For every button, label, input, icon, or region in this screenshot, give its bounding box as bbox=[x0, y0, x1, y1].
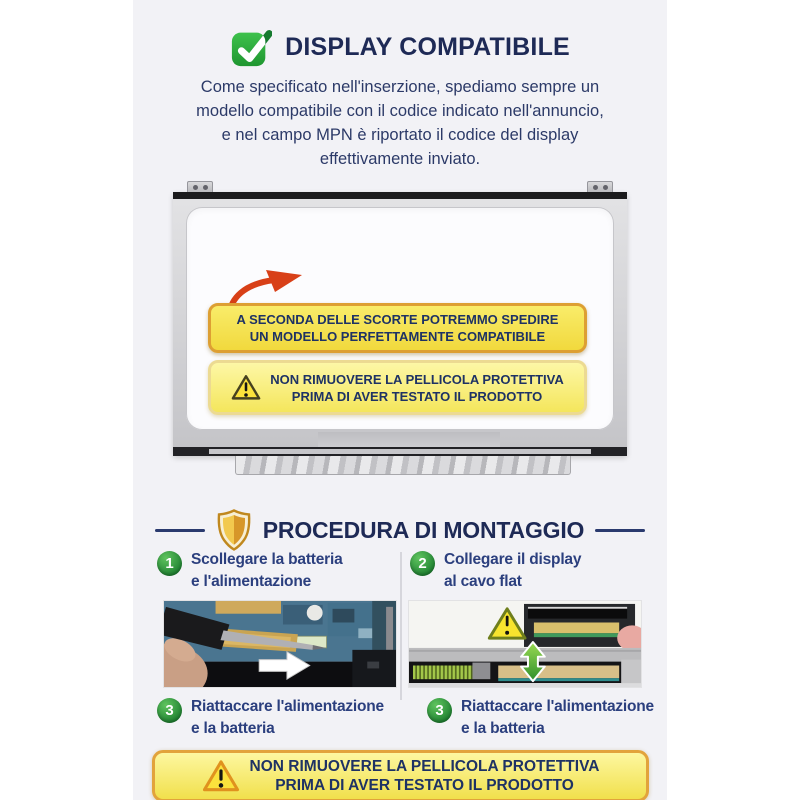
stock-notice-label bbox=[208, 303, 587, 353]
stock-notice-line1: A SECONDA DELLE SCORTE POTREMMO SPEDIRE bbox=[236, 312, 559, 327]
footer-warning-line1: NON RIMUOVERE LA PELLICOLA PROTETTIVA bbox=[249, 758, 600, 775]
panel-foil-strip bbox=[235, 456, 571, 475]
shield-icon bbox=[216, 509, 252, 551]
step-3-right-line1: Riattaccare l'alimentazione bbox=[461, 698, 654, 715]
step-1-line2: e l'alimentazione bbox=[191, 573, 312, 590]
divider-line-right bbox=[595, 529, 645, 532]
panel-bottom-edge bbox=[173, 447, 627, 456]
page-title: DISPLAY COMPATIBILE bbox=[285, 32, 570, 61]
step-3-left-line1: Riattaccare l'alimentazione bbox=[191, 698, 384, 715]
step-3-right-badge: 3 bbox=[427, 698, 452, 723]
paragraph-line: e nel campo MPN è riportato il codice del display bbox=[221, 126, 579, 144]
step-1-line1: Scollegare la batteria bbox=[191, 551, 343, 568]
step-1 bbox=[157, 549, 343, 593]
step-1-badge: 1 bbox=[157, 551, 182, 576]
step-3-left bbox=[157, 696, 384, 740]
paragraph-line: effettivamente inviato. bbox=[319, 150, 481, 168]
display-compatible-header bbox=[133, 25, 667, 69]
protective-film-warning-label bbox=[208, 360, 587, 415]
paragraph-line: modello compatibile con il codice indicato nell'annuncio, bbox=[196, 102, 604, 120]
film-warning-line1: NON RIMUOVERE LA PELLICOLA PROTETTIVA bbox=[270, 371, 564, 387]
divider-line-left bbox=[155, 529, 205, 532]
photo-disconnect-battery bbox=[163, 600, 397, 688]
step-2-line1: Collegare il display bbox=[444, 551, 582, 568]
photo-connect-display bbox=[408, 600, 642, 688]
paragraph-line: Come specificato nell'inserzione, spediamo sempre un bbox=[200, 78, 600, 96]
panel-top-edge bbox=[173, 192, 627, 199]
column-divider bbox=[400, 552, 402, 700]
step-2-badge: 2 bbox=[410, 551, 435, 576]
warning-footer-banner bbox=[152, 750, 649, 800]
step-3-right bbox=[427, 696, 654, 740]
intro-paragraph bbox=[140, 75, 660, 171]
step-3-left-line2: e la batteria bbox=[191, 720, 275, 737]
footer-warning-line2: PRIMA DI AVER TESTATO IL PRODOTTO bbox=[275, 777, 574, 794]
warning-triangle-icon bbox=[231, 374, 261, 401]
check-icon bbox=[230, 26, 272, 68]
film-warning-line2: PRIMA DI AVER TESTATO IL PRODOTTO bbox=[291, 388, 543, 404]
step-3-left-badge: 3 bbox=[157, 698, 182, 723]
warning-triangle-icon bbox=[202, 759, 240, 793]
step-3-right-line2: e la batteria bbox=[461, 720, 545, 737]
step-2-line2: al cavo flat bbox=[444, 573, 522, 590]
panel-bottom-bezel bbox=[318, 432, 500, 447]
stock-notice-line2: UN MODELLO PERFETTAMENTE COMPATIBILE bbox=[249, 329, 546, 344]
procedure-title: PROCEDURA DI MONTAGGIO bbox=[262, 516, 585, 543]
procedure-header bbox=[133, 506, 667, 554]
step-2 bbox=[410, 549, 581, 593]
